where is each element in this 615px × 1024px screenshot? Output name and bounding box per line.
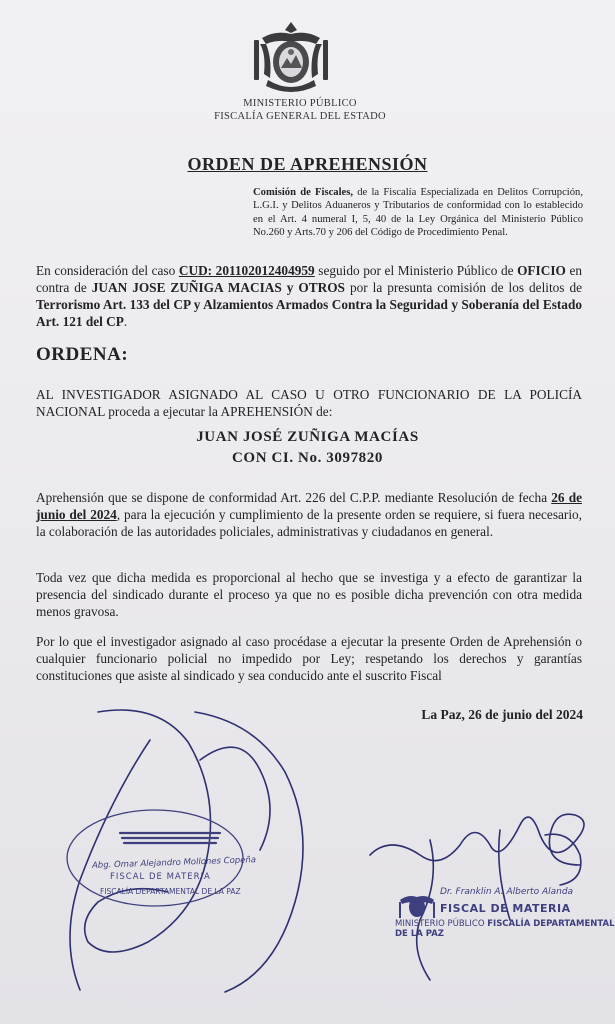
case-accused: JUAN JOSE ZUÑIGA MACIAS y OTROS — [91, 280, 345, 295]
case-oficio: OFICIO — [517, 263, 566, 278]
right-stamp-office-name: FISCALÍA DEPARTAMENTAL DE LA PAZ — [395, 919, 615, 939]
ordena-heading: ORDENA: — [36, 344, 129, 365]
right-stamp-name: Dr. Franklin A. Alberto Alanda — [440, 887, 574, 897]
proportionality-paragraph: Toda vez que dicha medida es proporcional al hecho que se investiga y a efecto de garantizar la presencia del sindicado durante el proceso ya que no es posible dicha prevención con otra medida menos gravosa. — [36, 570, 582, 619]
case-paragraph — [36, 262, 582, 330]
document-title: ORDEN DE APREHENSIÓN — [187, 154, 428, 174]
right-stamp-office — [395, 919, 615, 939]
place-date: La Paz, 26 de junio del 2024 — [421, 707, 583, 722]
left-signature — [85, 710, 211, 952]
resolution-text-1: Aprehensión que se dispone de conformidad Art. 226 del C.P.P. mediante Resolución de fecha — [36, 490, 552, 505]
person-name: JUAN JOSÉ ZUÑIGA MACÍAS — [196, 429, 419, 445]
small-crest-icon — [398, 892, 436, 920]
case-cud: CUD: 201102012404959 — [178, 263, 315, 278]
instruction-paragraph: AL INVESTIGADOR ASIGNADO AL CASO U OTRO FUNCIONARIO DE LA POLICÍA NACIONAL proceda a ejecutar la APREHENSIÓN de: — [36, 387, 582, 419]
case-text-4: por la presunta comisión de los delitos de — [344, 280, 583, 295]
commission-text: de la Fiscalía Especializada en Delitos Corrupción, L.G.I. y Delitos Aduaneros y Tributarios de conformidad con lo establecido en el Art. 4 numeral I, 5, 40 de la Ley Orgánica del Ministerio Público No.260 y Arts.70 y 206 del Código de Procedimiento Penal. — [253, 187, 583, 238]
commission-lead: Comisión de Fiscales, — [253, 187, 353, 198]
resolution-text-2: , para la ejecución y cumplimiento de la presente orden se requiere, si fuera necesario, la colaboración de las autoridades policiales, administrativas y ciudadanos en general. — [36, 507, 583, 539]
case-text-5: . — [123, 314, 128, 329]
case-crimes: Terrorismo Art. 133 del CP y Alzamientos Armados Contra la Seguridad y Soberanía del Estado Art. 121 del CP — [36, 297, 582, 329]
right-stamp-role: FISCAL DE MATERIA — [440, 902, 571, 915]
ministry-name: MINISTERIO PÚBLICO — [243, 98, 357, 109]
case-text-1: En consideración del caso — [36, 263, 179, 278]
right-stamp-org: MINISTERIO PÚBLICO — [395, 919, 485, 929]
person-ci: CON CI. No. 3097820 — [232, 450, 383, 466]
office-name: FISCALÍA GENERAL DEL ESTADO — [214, 111, 386, 122]
coat-of-arms-emblem — [248, 20, 334, 92]
case-text-3: en contra de — [36, 263, 583, 295]
resolution-date: 26 de junio del 2024 — [36, 490, 582, 522]
left-stamp-name: Abg. Omar Alejandro Mollones Copeña — [91, 855, 257, 871]
execution-paragraph: Por lo que el investigador asignado al caso procédase a ejecutar la presente Orden de Aprehensión o cualquier funcionario policial no impedido por Ley; respetando los derechos y garantías constituciones que asiste al sindicado y sea conducido ante el suscrito Fiscal — [36, 634, 582, 683]
left-stamp-role: FISCAL DE MATERIA — [110, 872, 211, 882]
case-text-2: seguido por el Ministerio Público de — [314, 263, 518, 278]
right-signature — [370, 814, 584, 865]
left-stamp-office: FISCALÍA DEPARTAMENTAL DE LA PAZ — [100, 887, 241, 896]
commission-paragraph — [253, 186, 583, 239]
resolution-paragraph — [36, 489, 582, 540]
